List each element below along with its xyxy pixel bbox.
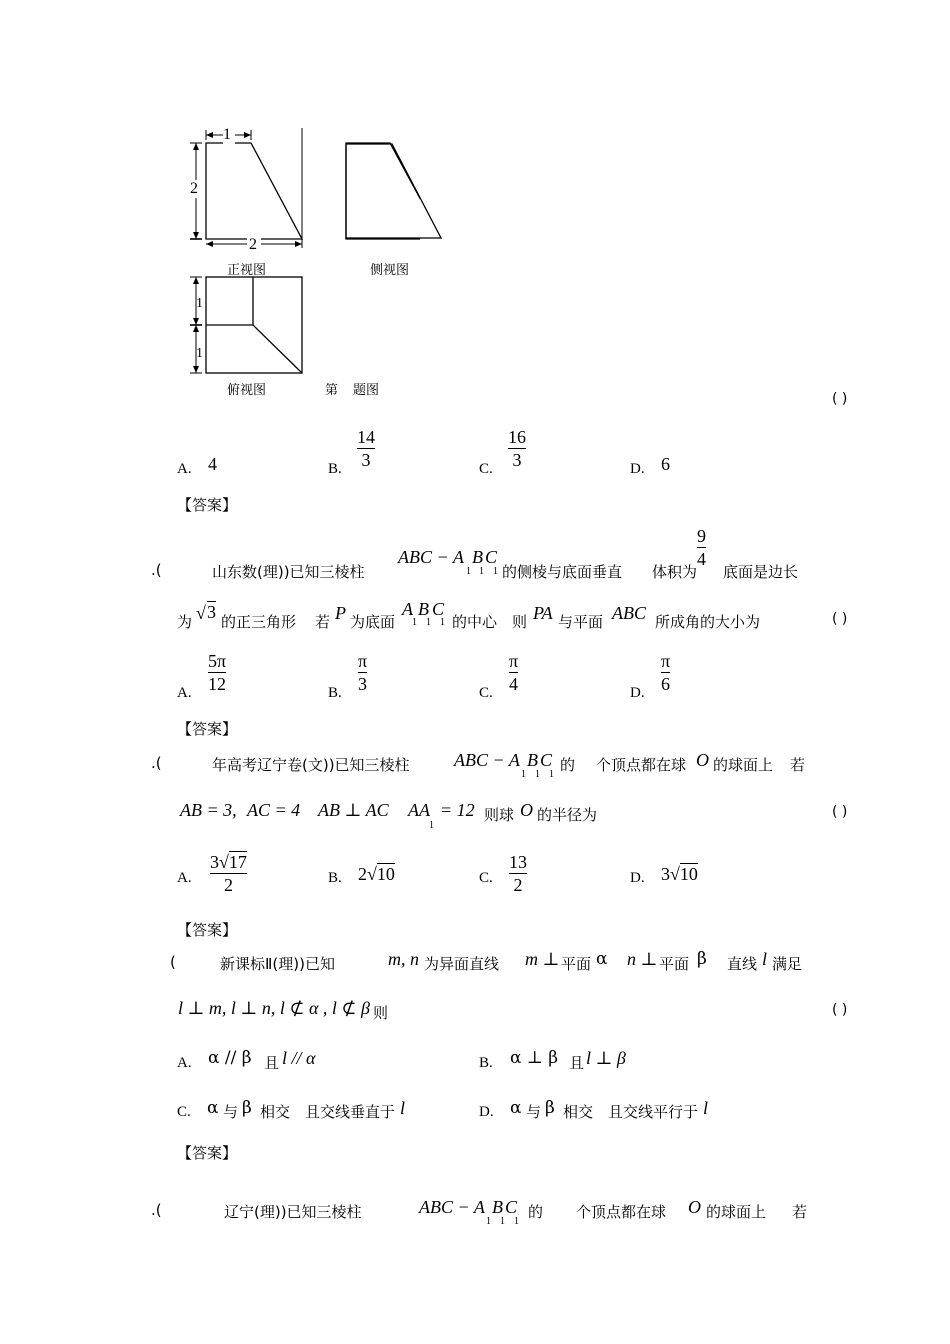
q3-option-d-letter: D.: [630, 870, 645, 886]
q2-line2-a: 为: [177, 613, 193, 631]
figure-caption-prefix: 第: [325, 383, 339, 398]
q4-option-d-letter: D.: [479, 1104, 494, 1120]
q5-sphere-O: O: [688, 1197, 701, 1217]
q5-sub-1a: 1: [486, 1216, 491, 1227]
q4-option-c-letter: C.: [177, 1104, 191, 1120]
q2-prism: ABC − A: [398, 547, 464, 567]
q3-cond4-value: = 12: [440, 800, 475, 820]
q4-option-c-beta: β: [242, 1098, 252, 1118]
q3-option-c-letter: C.: [479, 870, 493, 886]
q4-option-a-math: α // β: [208, 1048, 252, 1068]
front-view-label: 正视图: [227, 263, 267, 278]
q3-sub-1c: 1: [549, 769, 554, 780]
q4-option-c-intersect: 相交: [260, 1103, 291, 1121]
q3-source: 年高考辽宁卷(文))已知三棱柱: [212, 756, 410, 774]
q3-option-d-value: 3√10: [661, 864, 698, 884]
q2-option-d-letter: D.: [630, 685, 645, 701]
q2-sub-1c: 1: [493, 566, 498, 577]
q2-prism-c: C: [485, 547, 498, 567]
q2-ABC: ABC: [612, 603, 646, 623]
q3-prism-c: C: [540, 750, 553, 770]
q4-option-d-with: 与: [526, 1103, 542, 1121]
q4-answer-label: 【答案】: [177, 1144, 238, 1162]
q2-line2-g: 与平面: [558, 613, 604, 631]
q1-option-d-letter: D.: [630, 461, 645, 477]
q2-line2-c: 若: [315, 613, 331, 631]
top-view-label: 俯视图: [227, 383, 267, 398]
q2-answer-label: 【答案】: [177, 720, 238, 738]
q2-PA: PA: [533, 603, 553, 623]
q4-option-a-math2: l // α: [282, 1048, 316, 1068]
q3-sphere-O-2: O: [520, 800, 533, 820]
q3-text2: 个顶点都在球: [596, 756, 687, 774]
q2-base-sub-a: 1: [412, 617, 417, 628]
q4-l: l: [762, 949, 768, 969]
q3-sub-1b: 1: [535, 769, 540, 780]
q2-base-B: B: [418, 599, 429, 619]
q1-option-b-fraction: 14 3: [357, 427, 375, 470]
q4-option-b-text: 且: [569, 1054, 585, 1072]
q5-prism-c: C: [505, 1197, 518, 1217]
q2-option-a-fraction: 5π 12: [208, 651, 227, 694]
q2-base-sub-c: 1: [440, 617, 445, 628]
q4-option-d-alpha: α: [510, 1098, 522, 1118]
q3-option-a-fraction: 3√17 2: [210, 852, 247, 895]
q1-option-c-letter: C.: [479, 461, 493, 477]
q4-option-d-l: l: [703, 1098, 709, 1118]
q5-text4: 若: [792, 1203, 808, 1221]
q3-cond2: AC = 4: [247, 800, 301, 820]
q3-cond4-sub: 1: [429, 820, 434, 831]
side-view-label: 侧视图: [370, 263, 410, 278]
q3-option-b-value: 2√10: [358, 864, 395, 884]
dim-top-label: 1: [223, 126, 231, 143]
q3-option-a-letter: A.: [177, 870, 192, 886]
q4-mn: m, n: [388, 949, 419, 969]
q4-prefix: (: [170, 953, 176, 971]
q4-plane2: 平面: [659, 955, 690, 973]
q4-option-c-l: l: [400, 1098, 406, 1118]
q2-option-a-letter: A.: [177, 685, 192, 701]
side-view-figure: [340, 140, 450, 242]
q2-base-C: C: [432, 599, 445, 619]
q2-base-sub-b: 1: [426, 617, 431, 628]
q2-line2-f: 则: [512, 613, 528, 631]
dim-bottom-label: 2: [249, 236, 257, 253]
q1-option-b-letter: B.: [328, 461, 342, 477]
q2-sub-1b: 1: [479, 566, 484, 577]
q1-option-a-value: 4: [208, 454, 217, 474]
q5-prism: ABC − A: [419, 1197, 485, 1217]
q5-sub-1b: 1: [500, 1216, 505, 1227]
q3-text5: 则球: [484, 806, 515, 824]
q4-n-perp: n ⊥: [627, 949, 658, 969]
q4-plane1: 平面: [561, 955, 592, 973]
q3-prefix: .(: [151, 754, 162, 772]
q5-text3: 的球面上: [706, 1203, 767, 1221]
q1-option-a-letter: A.: [177, 461, 192, 477]
q3-sub-1a: 1: [521, 769, 526, 780]
q2-line2-h: 所成角的大小为: [655, 613, 761, 631]
q4-option-c-alpha: α: [207, 1098, 219, 1118]
q4-option-d-intersect: 相交: [563, 1103, 594, 1121]
q3-text4: 若: [790, 756, 806, 774]
q2-line2-d: 为底面: [350, 613, 396, 631]
q4-option-b-letter: B.: [479, 1055, 493, 1071]
q4-option-b-math: α ⊥ β: [510, 1048, 559, 1068]
q2-option-b-fraction: π 3: [358, 651, 368, 694]
q4-option-c-text: 且交线垂直于: [305, 1103, 396, 1121]
q2-sqrt3: 3: [207, 602, 216, 622]
q2-option-b-letter: B.: [328, 685, 342, 701]
q2-sub-1a: 1: [466, 566, 471, 577]
q3-text1: 的: [560, 756, 576, 774]
q4-text3: 满足: [772, 955, 803, 973]
q4-answer-bracket: ( ): [832, 1002, 848, 1018]
q2-volume-fraction: 9 4: [697, 526, 706, 569]
q3-answer-label: 【答案】: [177, 921, 238, 939]
q3-sphere-O: O: [696, 750, 709, 770]
q5-text2: 个顶点都在球: [576, 1203, 667, 1221]
q3-answer-bracket: ( ): [832, 804, 848, 820]
dim-top-view-label: 1: [196, 296, 203, 311]
q3-text6: 的半径为: [537, 806, 598, 824]
q2-source: 山东数(理))已知三棱柱: [212, 563, 365, 581]
q3-cond4: AA: [408, 800, 430, 820]
q3-prism-b: B: [527, 750, 538, 770]
q4-m-perp: m ⊥: [525, 949, 560, 969]
q4-beta: β: [697, 949, 707, 969]
q4-source: 新课标Ⅱ(理))已知: [220, 955, 335, 973]
q4-text1: 为异面直线: [424, 955, 500, 973]
q5-prefix: .(: [151, 1201, 162, 1219]
q2-line2-b: 的正三角形: [221, 613, 297, 631]
q3-text3: 的球面上: [713, 756, 774, 774]
q4-option-c-with: 与: [223, 1103, 239, 1121]
q3-option-b-letter: B.: [328, 870, 342, 886]
q2-point-P: P: [335, 603, 346, 623]
q1-option-c-fraction: 16 3: [508, 427, 526, 470]
q2-prefix: .(: [151, 561, 162, 579]
dim-height-label: 2: [190, 180, 198, 197]
q3-prism: ABC − A: [454, 750, 520, 770]
q2-option-d-fraction: π 6: [661, 651, 671, 694]
q1-answer-label: 【答案】: [177, 496, 238, 514]
q2-line2-e: 的中心: [452, 613, 498, 631]
q4-option-d-beta: β: [545, 1098, 555, 1118]
q4-line2: l ⊥ m, l ⊥ n, l ⊄ α , l ⊄ β: [178, 998, 370, 1018]
q4-alpha: α: [596, 949, 608, 969]
q4-option-a-text: 且: [264, 1054, 280, 1072]
q5-prism-b: B: [492, 1197, 503, 1217]
q2-text1: 的侧棱与底面垂直: [502, 563, 623, 581]
q5-text1: 的: [528, 1203, 544, 1221]
q3-option-c-fraction: 13 2: [509, 852, 527, 895]
q5-sub-1c: 1: [514, 1216, 519, 1227]
q2-option-c-fraction: π 4: [509, 651, 519, 694]
q2-base-A: A: [402, 599, 413, 619]
q4-text4: 则: [373, 1004, 389, 1022]
q4-option-b-math2: l ⊥ β: [586, 1048, 626, 1068]
dim-top-view-label-2: 1: [196, 346, 203, 361]
q2-sqrt-sign: √: [196, 603, 206, 623]
q2-text2: 体积为: [652, 563, 698, 581]
q3-cond3: AB ⊥ AC: [318, 800, 389, 820]
front-view-shape: [206, 143, 302, 239]
q4-text2: 直线: [727, 955, 758, 973]
q2-prism-b: B: [472, 547, 483, 567]
figure-caption-suffix: 题图: [353, 383, 380, 398]
q2-text3: 底面是边长: [723, 563, 799, 581]
q4-option-a-letter: A.: [177, 1055, 192, 1071]
q2-option-c-letter: C.: [479, 685, 493, 701]
q1-answer-bracket: ( ): [832, 391, 848, 407]
q1-option-d-value: 6: [661, 454, 670, 474]
q3-cond1: AB = 3,: [180, 800, 237, 820]
q5-source: 辽宁(理))已知三棱柱: [224, 1203, 362, 1221]
q2-answer-bracket: ( ): [832, 611, 848, 627]
q4-option-d-text: 且交线平行于: [608, 1103, 699, 1121]
